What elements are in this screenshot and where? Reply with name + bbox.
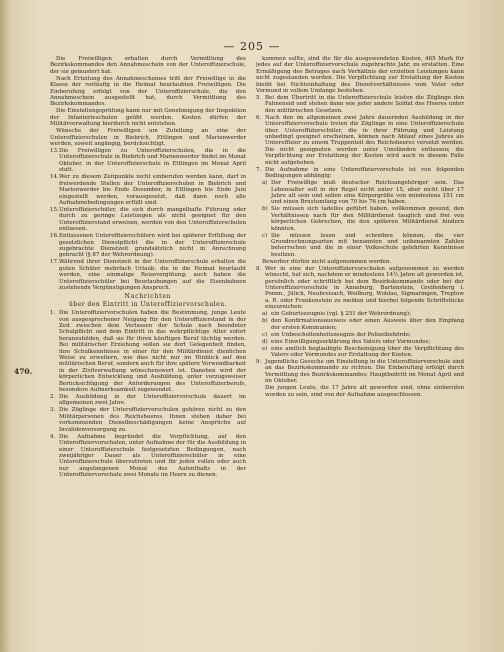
item-number: 3. <box>50 407 56 414</box>
item-number: 5. <box>256 95 262 102</box>
item-text: Die Freiwilligen zu Unteroffizierschulen, die in die Unteroffizierschule in Biebrich und Marienwerder findet im Monat Oktober, in der Unteroffizierschule in Ettlingen im Monat April statt. <box>59 148 246 174</box>
sub-list-item <box>256 206 464 232</box>
sub-list-item <box>256 346 464 359</box>
paragraph: Nach Erteilung des Annahmescheines tritt der Freiwillige in die Klasse der vorläufig in die Heimat beurlaubten Freiwilligen. Die Einberufung erfolgt von der Unteroffizierschule, die den Annahmeschein ausgestellt hat, durch Vermittlung des Bezirkskommandos. <box>50 75 246 108</box>
item-text: Jugendliche Gesuche um Einstellung in die Unteroffiziervorschule sind an das Bezirkskommando zu richten. Die Einberufung erfolgt durch Vermittlung des Bezirkskommandos; Hauptbeitritt im Monat April und im Oktober. <box>265 359 464 385</box>
requirements-note: Bewerber dürfen nicht aufgenommen werden. <box>262 258 392 265</box>
item-text: Sie müssen sich tadellos geführt haben, vollkommen gesund, den Verhältnissen nach für den Militärdienst tauglich und frei von körperlichen Gebrechen, die den späteren Militärdienst hindern könnten. <box>271 206 464 232</box>
numbered-item <box>50 310 246 393</box>
item-text: Der Freiwillige muß deutscher Reichsangehöriger sein. Das Lebensalter soll in der Regel nicht unter 15, aber nicht über 17 Jahre alt sein und sollen eine Körpergröße von mindestens 151 cm und einen Brustumfang von 70 bis 76 cm haben. <box>271 180 464 206</box>
item-text: Unteroffizierschüler, die sich durch mangelhafte Führung oder durch zu geringe Leistungen als nicht geeignet für den Unteroffizierstand erweisen, werden von den Unteroffizierschulen entlassen. <box>59 206 246 233</box>
item-text: Die Unteroffiziervorschulen haben die Bestimmung, junge Leute von ausgesprochener Neigung für den Unteroffizierstand in der Zeit zwischen dem Verlassen der Schule nach beendeter Schulpflicht und dem Eintritt in das wehrpflichtige Alter sofort heranzubilden, daß sie für ihren künftigen Beruf tüchtig werden. Bei militärischer Erziehung sollen sie dort Gelegenheit finden, ihre Schulkenntnisse in einer für den Militärdienst dienlichen Weise zu erweitern, wie dies nicht nur im Hinblick auf den militärischen Beruf, sondern auch für ihre spätere Verwendbarkeit in der Zivilverwaltung wünschenswert ist. Daneben wird der körperlichen Entwicklung und Ausbildung, unter vorzugsweiser Berücksichtigung der Anforderungen des Unteroffizierberufs, besondere Aufmerksamkeit zugewendet. <box>59 310 246 394</box>
numbered-item <box>256 359 464 385</box>
numbered-item <box>50 394 246 407</box>
item-number: e) <box>262 345 268 352</box>
item-text: Entlassenen Unteroffizierschülern wird bei späterer Erfüllung der gesetzlichen Dienstpflicht die in der Unteroffizierschule zugebrachte Dienstzeit grundsätzlich nicht in Anrechnung gebracht (§ 87 der Wehrordnung). <box>59 233 246 259</box>
item-number: 14. <box>50 174 59 181</box>
left-numbered-list <box>50 148 246 291</box>
section-subheading: über den Eintritt in Unteroffiziervorschulen. <box>69 300 227 308</box>
item-number: d) <box>262 338 268 345</box>
numbered-item <box>50 207 246 233</box>
documents-list <box>256 311 464 358</box>
item-text: Die Aufnahme begründet die Verpflichtung, auf den Unteroffiziervorschulen, unter Aufnahme der für die Ausbildung in einer Unteroffizierschule festgesetzten Bedingungen, nach zweijähriger Dauer als Unteroffizierschüler in eine Unteroffizierschule überzutreten und für jeden vollen oder auch nur angefangenen Monat des Aufenthalts in der Unteroffiziervorschule zwei Monate im Heere zu dienen. <box>59 433 246 479</box>
numbered-item <box>256 95 464 114</box>
page-binding-edge <box>0 0 10 652</box>
numbered-item <box>50 259 246 291</box>
item-text: Während ihrer Dienstzeit in der Unteroffizierschule erhalten die guten Schüler mehrfach Urlaub, die in die Heimat beurlaubt werden, eine einmalige Reisevergütung; auch haben die Unteroffizierschüler bei Beurlaubungen auf die Eisenbahnen zustehende Vergünstigungen Anspruch. <box>59 259 246 291</box>
item-text: ein Unbescholtenheitszeugnis der Polizeibehörde; <box>271 331 411 338</box>
page-number: — 205 — <box>223 40 281 53</box>
left-column <box>50 56 246 636</box>
item-number: 17. <box>50 259 59 266</box>
item-number: 2. <box>50 394 56 401</box>
right-column <box>256 56 464 636</box>
numbered-item <box>50 233 246 259</box>
item-text: Nach den im allgemeinen zwei Jahre dauernden Ausbildung in der Unteroffiziervorschule treten die Zöglinge in eine Unteroffizierschule über. Unteroffizierschüler, die in ihrer Führung und Leistung unbedingt geeignet erscheinen, können nach Ablauf eines Jahres als Unteroffizier zu einem Truppenteil des Reichsheeres versetzt werden. Die nicht geeigneten werden unter Umständen entlassen; die Verpflichtung zur Erstattung der Kosten wird auch in diesem Falle nicht aufgehoben. <box>265 114 464 166</box>
item-number: a) <box>262 180 268 187</box>
numbered-item <box>256 385 464 398</box>
numbered-item <box>50 148 246 174</box>
item-text: Die Ausbildung in der Unteroffiziervorschule dauert im allgemeinen zwei Jahre. <box>59 394 246 407</box>
paragraph: Die Freiwilligen erhalten durch Vermittlung des Bezirkskommandos den Annahmeschein von der Unteroffizierschule, der sie gemustert hat. <box>50 56 246 75</box>
sub-list-item <box>256 180 464 206</box>
item-text: eine amtlich beglaubigte Bescheinigung über die Verpflichtung des Vaters oder Vormundes zur Erstattung der Kosten. <box>271 345 464 358</box>
right-numbered-list <box>256 95 464 179</box>
numbered-item <box>256 266 464 311</box>
page-shading <box>464 0 504 652</box>
numbered-item <box>256 167 464 180</box>
item-number: 13. <box>50 148 59 155</box>
numbered-item <box>50 434 246 479</box>
item-text: Wer zu diesem Zeitpunkte nicht einberufen werden kann, darf in freiwerdende Stellen der Unteroffizierschulen in Biebrich und Marienwerder bis Ende Dezember, in Ettlingen bis Ende Juni eingestellt werden, vorausgesetzt, daß dann noch alle Aufnahmebedingungen erfüllt sind. <box>59 174 246 206</box>
item-number: b) <box>262 206 268 213</box>
numbered-item <box>50 174 246 206</box>
requirements-list <box>256 180 464 258</box>
vorschule-list <box>50 310 246 478</box>
item-number: 1. <box>50 310 56 317</box>
closing-list <box>256 359 464 398</box>
left-intro-paragraphs <box>50 56 246 147</box>
item-number: 8. <box>256 265 262 272</box>
item-number: b) <box>262 318 268 325</box>
item-number: 15. <box>50 206 59 213</box>
item-number: a) <box>262 311 268 318</box>
item-number: c) <box>262 331 268 338</box>
item-text: den Konfirmationsausweis oder einen Ausweis über den Empfang der ersten Kommunion; <box>271 318 464 331</box>
paragraph: Wünsche der Freiwilligen um Zuteilung an eine der Unteroffizierschulen in Biebrich, Ettlingen und Marienwerder werden, soweit angängig, berücksichtigt. <box>50 128 246 148</box>
numbered-item <box>256 115 464 166</box>
item-number: 7. <box>256 166 262 173</box>
sub-list-item <box>256 339 464 345</box>
item-number: 16. <box>50 233 59 240</box>
sub-list-item <box>256 332 464 338</box>
margin-number: 470. <box>14 367 33 376</box>
item-text: Die Aufnahme in eine Unteroffiziervorschule ist von folgenden Bedingungen abhängig: <box>265 166 464 180</box>
sub-list-item <box>256 233 464 259</box>
numbered-item <box>50 407 246 433</box>
item-text: eine Einwilligungserklärung des Vaters oder Vormundes; <box>271 338 431 345</box>
item-number: c) <box>262 232 268 239</box>
item-number: 4. <box>50 433 56 440</box>
application-list <box>256 266 464 311</box>
item-text: Sie müssen lesen und schreiben können, die vier Grundrechnungsarten mit benannten und unbenannten Zahlen beherrschen und die in einer Volksschule gelehrten Kenntnisse besitzen. <box>271 232 464 258</box>
item-text: Die Zöglinge der Unteroffiziervorschulen gehören nicht zu den Militärpersonen des Reichsheeres. Ihnen stehen daher bei vorkommenden Dienstbeschädigungen keine Ansprüche auf Invalidenversorgung zu. <box>59 407 246 433</box>
continuation-paragraph: kommen sollte, sind die für die ausgewendeten Kosten, 465 Mark für jedes auf der Unteroffiziervorschule zugebrachte Jahr, zu erstatten. Eine Ermäßigung des Betrages nach Verhältnis der erzielten Leistungen kann nicht zugestanden werden. Die Verpflichtung zur Erstattung der Kosten bleibt bei Nichteinhaltung des Dienstverhältnisses vom Vater oder Vormund in vollem Umfange bestehen. <box>256 56 464 95</box>
item-text: ein Geburtszeugnis (vgl. § 251 der Wehrordnung); <box>271 311 411 318</box>
item-text: Bei dem Übertritt in die Unteroffizierschule leisten die Zöglinge den Fahneneid und stehen dann wie jeder andere Soldat des Heeres unter den militärischen Gesetzen. <box>265 95 464 114</box>
section-heading: Nachrichten <box>124 293 172 301</box>
item-number: 9. <box>256 359 262 365</box>
paragraph: Die Einstellungsprüfung kann nur mit Genehmigung der Inspektion der Infanterieschulen geübt werden. Kosten dürfen der Militärverwaltung hierdurch nicht entstehen. <box>50 108 246 128</box>
sub-list-item <box>256 318 464 331</box>
sub-list-item <box>256 311 464 317</box>
item-text: Wer in eine der Unteroffiziervorschulen aufgenommen zu werden wünscht, hat sich, nachdem er mindestens 14½ Jahre alt geworden ist, persönlich oder schriftlich bei dem Bezirkskommando oder bei der Unteroffiziervorschule in Annaburg, Bartenstein, Greifenberg i. Pomm., Jülich, Neubreisach, Weilburg, Wohlau, Sigmaringen, Treptow a. R. oder Frankenstein zu melden und hierbei folgende Schriftstücke einzureichen: <box>265 265 464 311</box>
item-number: 6. <box>256 114 262 121</box>
item-text: Die jungen Leute, die 17 Jahre alt geworden sind, ohne einberufen worden zu sein, sind von der Aufnahme ausgeschlossen. <box>265 385 464 398</box>
